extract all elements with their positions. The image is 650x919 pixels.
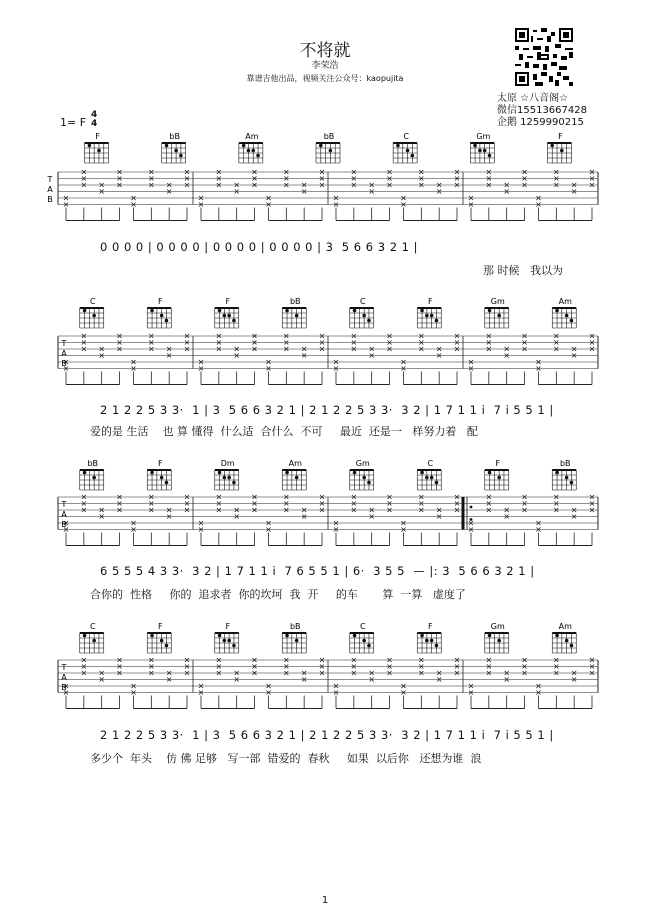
chord-name: bB bbox=[169, 132, 181, 141]
chord-dot bbox=[165, 144, 169, 148]
chord-dot bbox=[570, 319, 574, 323]
chord-dot bbox=[430, 314, 434, 318]
chord-dot bbox=[570, 481, 574, 485]
jianpu-notation: 2 1 2 2 5 3 3· 1 | 3 5 6 6 3 2 1 | 2 1 2 2 5 3 3· 3 2 | 1 7 1 1 i 7 i 5 5 1 | bbox=[100, 728, 554, 742]
chord-name: F bbox=[225, 297, 231, 306]
chord-dot bbox=[497, 314, 501, 318]
chord-dot bbox=[425, 476, 429, 480]
chord-dot bbox=[430, 476, 434, 480]
chord-dot bbox=[565, 639, 569, 643]
chord-dot bbox=[92, 314, 96, 318]
key-signature: 1= F bbox=[60, 116, 87, 129]
chord-dot bbox=[295, 639, 299, 643]
chord-name: F bbox=[558, 132, 563, 141]
chord-dot bbox=[396, 144, 400, 148]
chord-dot bbox=[97, 149, 101, 153]
chord-dot bbox=[362, 476, 366, 480]
artist-name: 李荣浩 bbox=[311, 61, 339, 71]
chord-dot bbox=[160, 314, 164, 318]
producer-note: 靠谱吉他出品，视频关注公众号：kaopujita bbox=[246, 74, 404, 83]
chord-dot bbox=[560, 149, 564, 153]
chord-dot bbox=[488, 634, 492, 638]
chord-dot bbox=[285, 471, 289, 475]
chord-name: F bbox=[427, 297, 433, 306]
chord-dot bbox=[88, 144, 92, 148]
chord-dot bbox=[367, 644, 371, 648]
chord-name: C bbox=[427, 459, 434, 468]
chord-dot bbox=[232, 644, 236, 648]
chord-dot bbox=[483, 149, 487, 153]
chord-name: Am bbox=[245, 132, 259, 141]
time-signature-top: 4 bbox=[91, 110, 98, 120]
chord-dot bbox=[420, 471, 424, 475]
chord-dot bbox=[83, 471, 87, 475]
contact-line-1: 太原 ☆八音阁☆ bbox=[497, 93, 569, 104]
chord-dot bbox=[295, 476, 299, 480]
chord-dot bbox=[488, 309, 492, 313]
chord-dot bbox=[227, 639, 231, 643]
chord-dot bbox=[570, 644, 574, 648]
chord-dot bbox=[165, 481, 169, 485]
repeat-dot bbox=[470, 518, 473, 521]
chord-dot bbox=[367, 481, 371, 485]
chord-dot bbox=[411, 154, 415, 158]
tab-clef-letter: T bbox=[61, 339, 67, 348]
repeat-dot bbox=[470, 506, 473, 509]
chord-dot bbox=[478, 149, 482, 153]
contact-line-2: 微信15513667428 bbox=[497, 105, 587, 116]
chord-name: C bbox=[359, 622, 366, 631]
contact-line-3: 企鹅 1259990215 bbox=[497, 117, 584, 128]
chord-dot bbox=[497, 476, 501, 480]
tab-clef-letter: T bbox=[47, 175, 53, 184]
chord-name: C bbox=[89, 297, 96, 306]
chord-dot bbox=[420, 309, 424, 313]
chord-name: Gm bbox=[490, 622, 505, 631]
chord-name: bB bbox=[559, 459, 571, 468]
chord-dot bbox=[353, 634, 357, 638]
chord-dot bbox=[218, 634, 222, 638]
tab-clef-letter: T bbox=[61, 500, 67, 509]
chord-name: Dm bbox=[220, 459, 235, 468]
chord-dot bbox=[223, 476, 227, 480]
jianpu-notation: 6 5 5 5 4 3 3· 3 2 | 1 7 1 1 i 7 6 5 5 1 | 6· 3 5 5 — |: 3 5 6 6 3 2 1 | bbox=[100, 564, 535, 578]
jianpu-notation: 0 0 0 0 | 0 0 0 0 | 0 0 0 0 | 0 0 0 0 | 3 5 6 6 3 2 1 | bbox=[100, 240, 419, 254]
chord-dot bbox=[555, 634, 559, 638]
chord-dot bbox=[319, 144, 323, 148]
tab-clef-letter: A bbox=[61, 510, 67, 519]
chord-dot bbox=[555, 471, 559, 475]
chord-dot bbox=[92, 639, 96, 643]
chord-dot bbox=[473, 144, 477, 148]
chord-name: F bbox=[157, 297, 163, 306]
chord-dot bbox=[425, 314, 429, 318]
chord-dot bbox=[353, 309, 357, 313]
time-signature-bottom: 4 bbox=[91, 119, 98, 129]
tab-clef-letter: A bbox=[61, 349, 67, 358]
chord-dot bbox=[227, 314, 231, 318]
chord-dot bbox=[362, 639, 366, 643]
tab-clef-letter: B bbox=[61, 520, 67, 529]
song-title: 不将就 bbox=[299, 41, 351, 61]
chord-dot bbox=[247, 149, 251, 153]
chord-dot bbox=[565, 314, 569, 318]
chord-dot bbox=[329, 149, 333, 153]
chord-name: Gm bbox=[490, 297, 505, 306]
chord-dot bbox=[223, 314, 227, 318]
chord-dot bbox=[425, 639, 429, 643]
chord-dot bbox=[550, 144, 554, 148]
chord-dot bbox=[435, 481, 439, 485]
page-number: 1 bbox=[321, 895, 329, 906]
tab-clef-letter: A bbox=[61, 673, 67, 682]
chord-dot bbox=[227, 476, 231, 480]
chord-name: bB bbox=[289, 297, 301, 306]
chord-dot bbox=[218, 309, 222, 313]
chord-dot bbox=[367, 319, 371, 323]
tab-clef-letter: T bbox=[61, 663, 67, 672]
chord-name: Gm bbox=[476, 132, 491, 141]
chord-dot bbox=[160, 639, 164, 643]
chord-name: Am bbox=[558, 297, 572, 306]
chord-dot bbox=[223, 639, 227, 643]
chord-dot bbox=[251, 149, 255, 153]
chord-dot bbox=[420, 634, 424, 638]
lyrics-line: 多少个 年头 仿 佛 足够 写一部 错爱的 春秋 如果 以后你 还想为谁 浪 bbox=[90, 752, 482, 765]
chord-dot bbox=[362, 314, 366, 318]
chord-name: Am bbox=[558, 622, 572, 631]
chord-dot bbox=[435, 644, 439, 648]
chord-name: Am bbox=[288, 459, 302, 468]
chord-name: C bbox=[359, 297, 366, 306]
chord-name: Gm bbox=[355, 459, 370, 468]
chord-dot bbox=[150, 634, 154, 638]
chord-dot bbox=[165, 644, 169, 648]
chord-dot bbox=[353, 471, 357, 475]
chord-dot bbox=[150, 471, 154, 475]
chord-dot bbox=[232, 319, 236, 323]
tab-clef-letter: A bbox=[47, 185, 53, 194]
chord-name: F bbox=[95, 132, 100, 141]
chord-dot bbox=[83, 309, 87, 313]
tab-clef-letter: B bbox=[61, 683, 67, 692]
jianpu-notation: 2 1 2 2 5 3 3· 1 | 3 5 6 6 3 2 1 | 2 1 2 2 5 3 3· 3 2 | 1 7 1 1 i 7 i 5 5 1 | bbox=[100, 403, 554, 417]
chord-dot bbox=[435, 319, 439, 323]
chord-dot bbox=[83, 634, 87, 638]
chord-dot bbox=[295, 314, 299, 318]
chord-dot bbox=[488, 154, 492, 158]
tab-clef-letter: B bbox=[61, 359, 67, 368]
chord-dot bbox=[555, 309, 559, 313]
lyrics-line: 那 时候 我以为 bbox=[483, 264, 563, 277]
chord-name: C bbox=[89, 622, 96, 631]
chord-dot bbox=[150, 309, 154, 313]
chord-dot bbox=[406, 149, 410, 153]
chord-dot bbox=[488, 471, 492, 475]
chord-dot bbox=[285, 309, 289, 313]
chord-name: F bbox=[495, 459, 501, 468]
chord-dot bbox=[174, 149, 178, 153]
chord-name: bB bbox=[87, 459, 99, 468]
lyrics-line: 合你的 性格 你的 追求者 你的坎坷 我 开 的车 算 一算 虚度了 bbox=[90, 588, 466, 601]
chord-name: F bbox=[427, 622, 433, 631]
lyrics-line: 爱的是 生活 也 算 懂得 什么适 合什么 不可 最近 还是一 样努力着 配 bbox=[90, 425, 478, 438]
chord-dot bbox=[92, 476, 96, 480]
chord-dot bbox=[165, 319, 169, 323]
chord-dot bbox=[160, 476, 164, 480]
tab-clef-letter: B bbox=[47, 195, 53, 204]
chord-dot bbox=[256, 154, 260, 158]
chord-name: F bbox=[157, 622, 163, 631]
chord-dot bbox=[218, 471, 222, 475]
chord-dot bbox=[232, 481, 236, 485]
chord-dot bbox=[285, 634, 289, 638]
chord-dot bbox=[242, 144, 246, 148]
chord-dot bbox=[565, 476, 569, 480]
chord-name: bB bbox=[323, 132, 335, 141]
chord-name: bB bbox=[289, 622, 301, 631]
chord-name: F bbox=[225, 622, 231, 631]
chord-name: F bbox=[157, 459, 163, 468]
chord-dot bbox=[497, 639, 501, 643]
chord-dot bbox=[179, 154, 183, 158]
chord-dot bbox=[430, 639, 434, 643]
chord-name: C bbox=[403, 132, 409, 141]
